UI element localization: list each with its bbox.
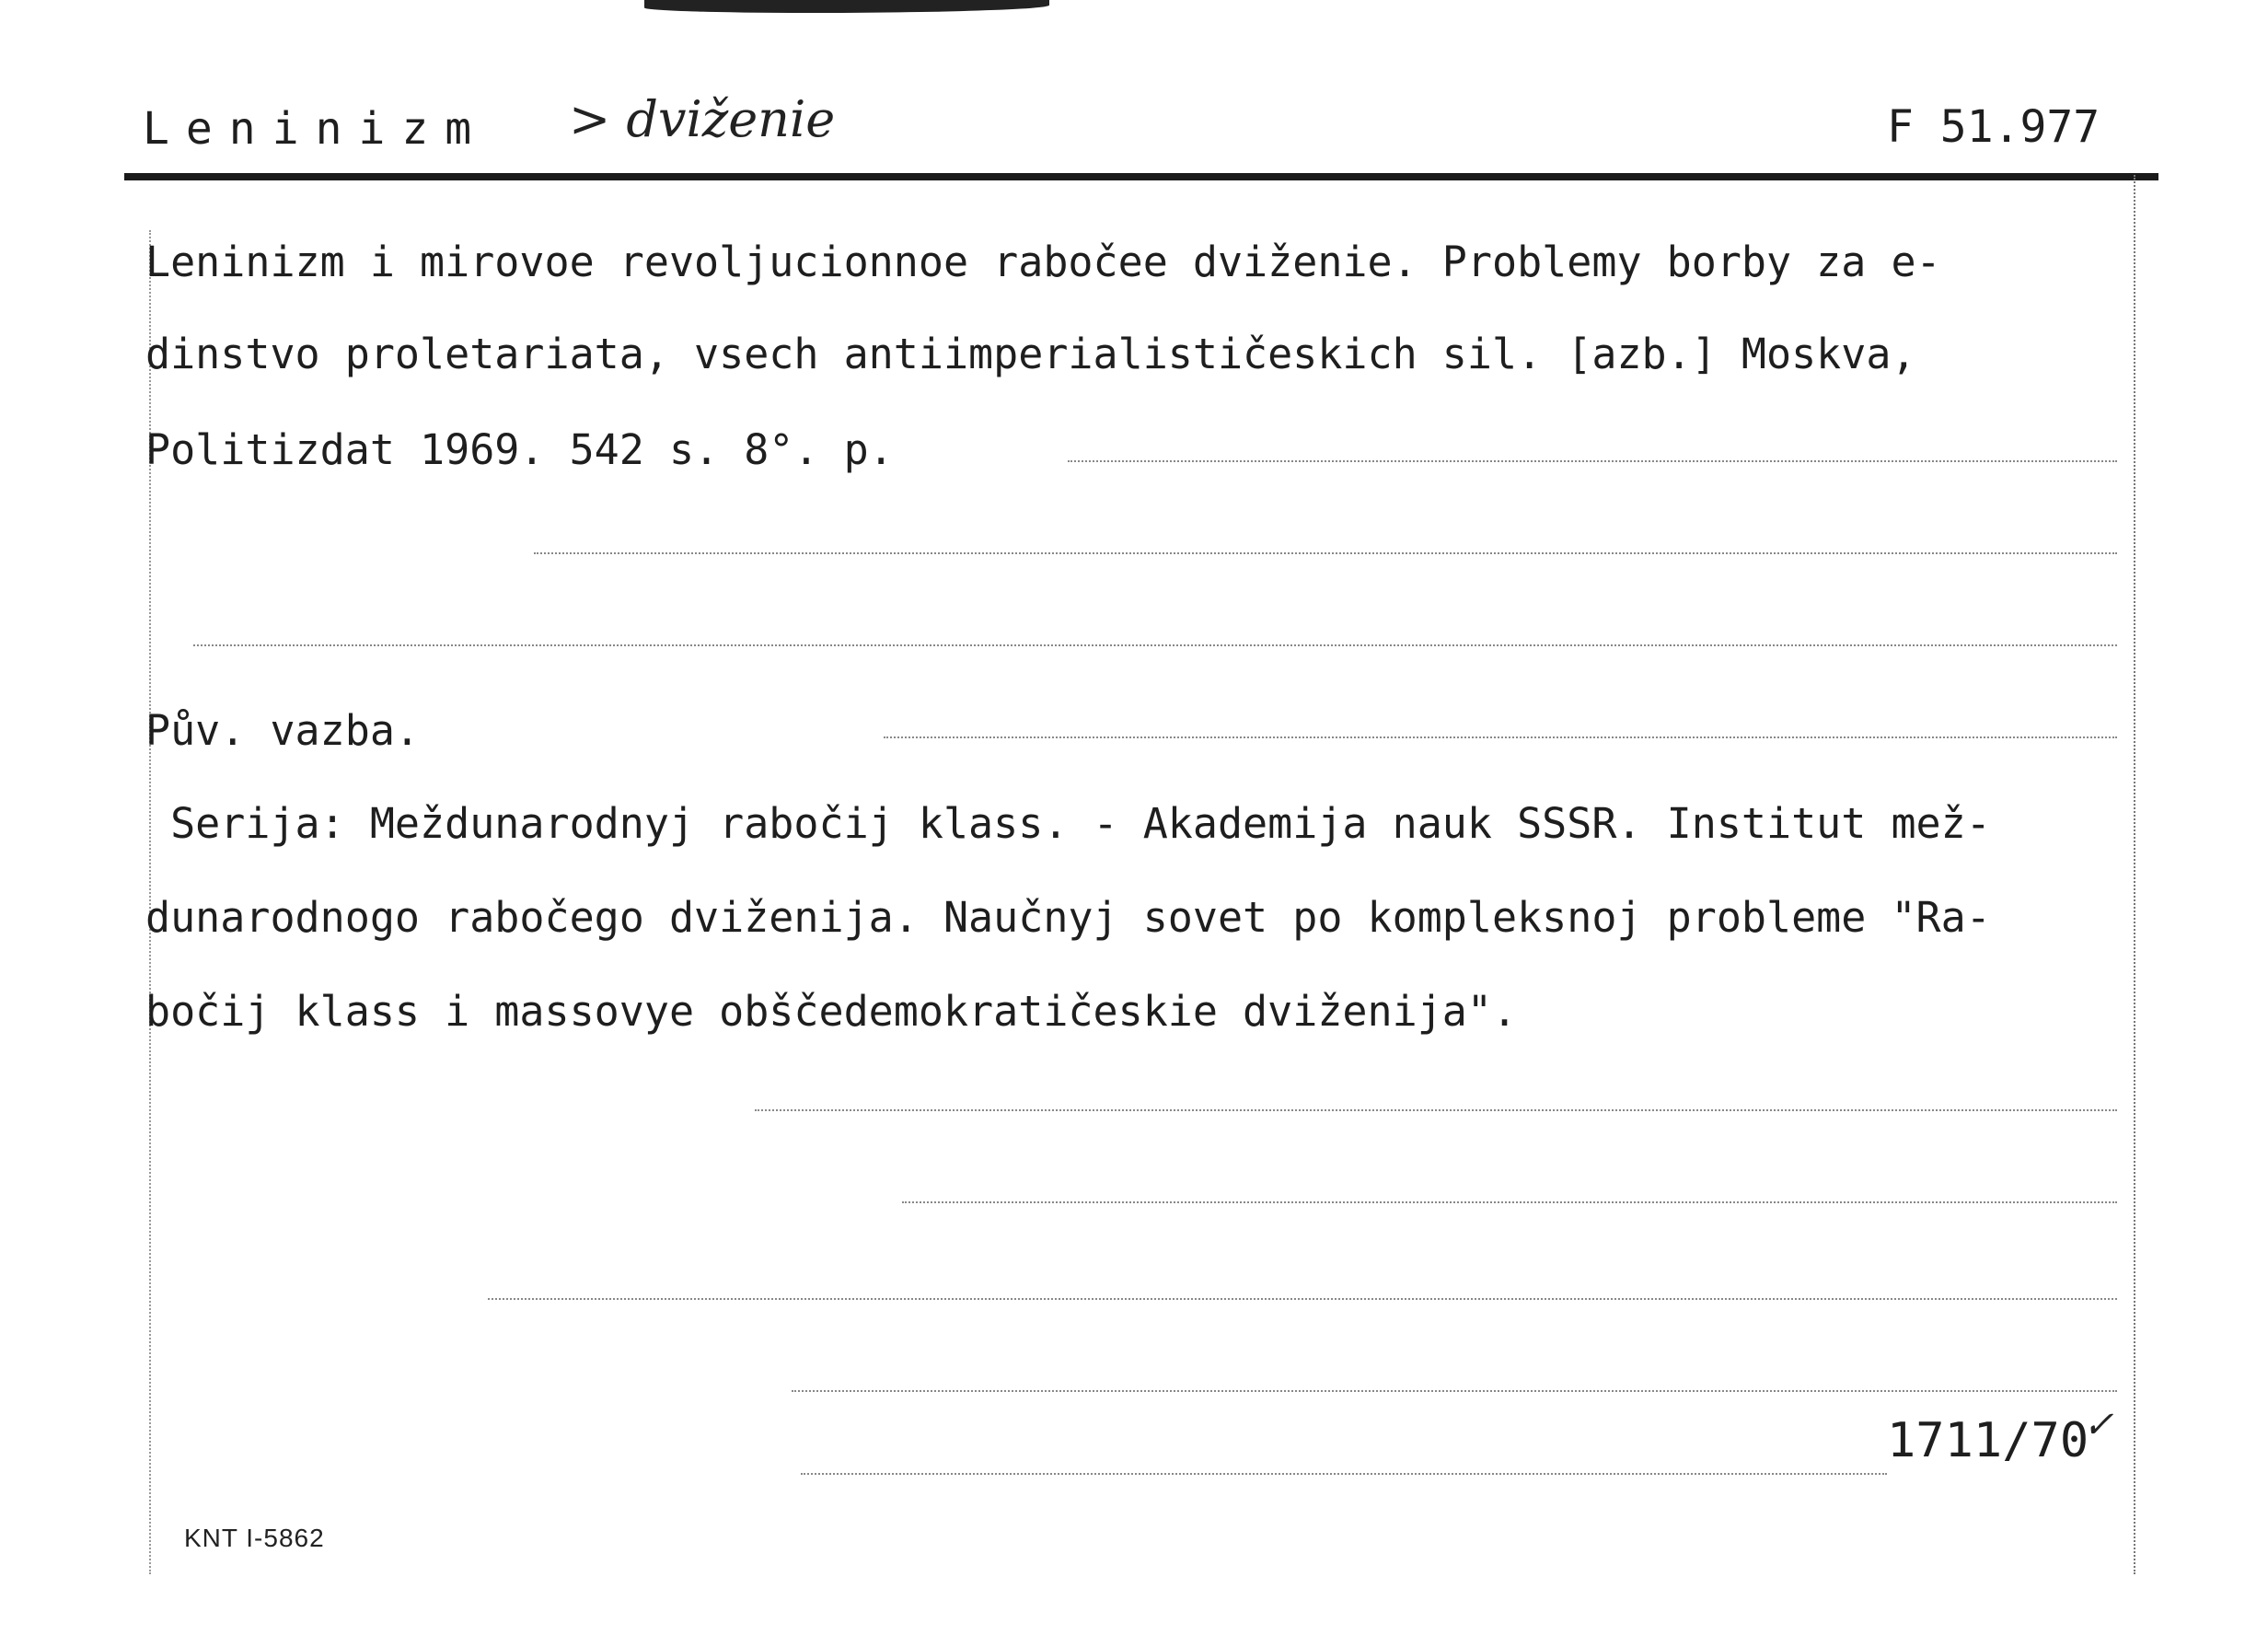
handwritten-heading: > dviženie (569, 90, 836, 148)
top-scan-band (644, 0, 1049, 13)
printer-stamp: KNT I-5862 (184, 1524, 325, 1552)
record-line-1: Leninizm i mirovoe revoljucionnoe rabočee dviženie. Problemy borby za e- (145, 238, 1941, 286)
dotted-rule (792, 1390, 2117, 1392)
record-line-2: dinstvo proletariata, vsech antiimperialističeskich sil. [azb.] Moskva, (145, 330, 1916, 378)
series-line-2: dunarodnogo rabočego dviženija. Naučnyj sovet po kompleksnoj probleme "Ra- (145, 893, 1991, 942)
heading-rule (124, 173, 2158, 180)
dotted-rule (902, 1201, 2117, 1203)
series-line-1: Serija: Meždunarodnyj rabočij klass. - Akademija nauk SSSR. Institut mež- (145, 799, 1991, 848)
dotted-rule (488, 1298, 2117, 1300)
accession-number: 1711/70 (1887, 1413, 2089, 1468)
record-line-3: Politizdat 1969. 542 s. 8°. p. (145, 425, 894, 474)
dotted-rule (801, 1473, 1887, 1475)
dotted-rule (534, 552, 2117, 554)
dotted-rule (193, 644, 2117, 646)
card-heading: Leninizm (143, 103, 489, 155)
series-line-3: bočij klass i massovye obščedemokratičeskie dviženija". (145, 987, 1518, 1036)
call-number: F 51.977 (1887, 101, 2100, 153)
right-margin-line (2134, 175, 2135, 1574)
dotted-rule (884, 736, 2117, 738)
dotted-rule (755, 1109, 2117, 1111)
dotted-rule (1068, 460, 2117, 462)
binding-note: Pův. vazba. (145, 706, 421, 755)
handwritten-check-mark: ✓ (2083, 1404, 2114, 1446)
